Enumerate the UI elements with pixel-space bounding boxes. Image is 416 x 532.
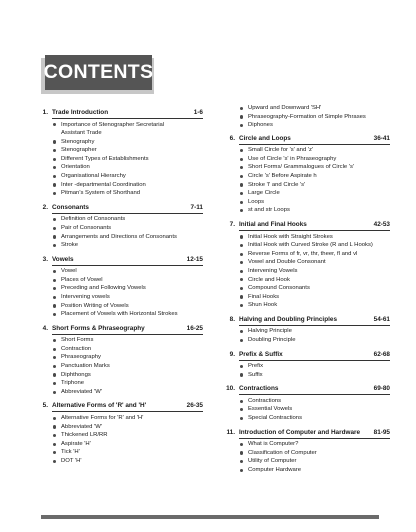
bullet-icon	[240, 400, 243, 403]
list-item	[61, 448, 203, 457]
bullet-icon	[240, 149, 243, 152]
section-page-range: 1-6	[193, 109, 203, 116]
bullet-icon	[240, 244, 243, 247]
bullet-icon	[53, 149, 56, 152]
bullet-icon	[240, 158, 243, 161]
item-label: Essential Vowels	[248, 406, 293, 413]
item-label: Thickened LR/RR	[61, 432, 108, 439]
section-page-range: 42-53	[373, 221, 390, 229]
section-title: Prefix & Suffix	[239, 350, 283, 358]
list-item	[248, 146, 390, 155]
bullet-icon	[240, 365, 243, 368]
list-item	[248, 449, 390, 458]
item-label: Diphones	[248, 122, 273, 129]
bullet-icon	[240, 124, 243, 127]
list-item	[61, 267, 203, 276]
bullet-icon	[240, 209, 243, 212]
list-item	[61, 224, 203, 233]
item-label: Loops	[248, 198, 265, 205]
item-label: Vowel	[61, 268, 77, 275]
bullet-icon	[240, 295, 243, 298]
section-title: Trade Introduction	[52, 109, 109, 116]
item-label: Halving Principle	[248, 328, 292, 335]
item-label: Places of Vowel	[61, 276, 103, 283]
bullet-icon	[53, 227, 56, 230]
bullet-icon	[240, 339, 243, 342]
bullet-icon	[53, 417, 56, 420]
list-item	[248, 233, 390, 242]
bullet-icon	[53, 235, 56, 238]
section-title: Consonants	[52, 203, 89, 211]
section-number: 7.	[229, 221, 235, 229]
list-item	[61, 388, 203, 397]
list-item	[248, 466, 390, 475]
list-item	[61, 146, 203, 155]
item-label: Panctuation Marks	[61, 363, 110, 370]
contents-section	[35, 108, 203, 198]
bullet-icon	[53, 348, 56, 351]
list-item	[248, 241, 390, 250]
list-item	[61, 155, 203, 164]
contents-section	[222, 350, 390, 380]
section-item-list	[222, 146, 390, 215]
list-item	[61, 233, 203, 242]
item-label: Compound Consonants	[248, 285, 310, 292]
list-item	[61, 431, 203, 440]
section-number: 3.	[42, 255, 48, 263]
section-rule	[239, 230, 390, 231]
section-page-range: 62-68	[373, 350, 390, 358]
list-item	[248, 113, 390, 122]
list-item	[61, 302, 203, 311]
section-rule	[239, 144, 390, 145]
bullet-icon	[53, 158, 56, 161]
section-heading	[222, 384, 390, 393]
section-heading	[35, 108, 203, 117]
section-title: Initial and Final Hooks	[239, 221, 307, 229]
bullet-icon	[240, 443, 243, 446]
item-label: Stenography	[61, 138, 95, 145]
item-label: Triphone	[61, 380, 85, 387]
bullet-icon	[53, 192, 56, 195]
section-rule	[52, 411, 203, 412]
list-item	[61, 336, 203, 345]
item-label: Intervening vowels	[61, 294, 110, 300]
list-item	[248, 336, 390, 345]
continued-item-list	[222, 104, 390, 130]
bullet-icon	[53, 304, 56, 307]
item-label: Initial Hook with Straight Strokes	[248, 233, 333, 240]
bullet-icon	[53, 279, 56, 282]
item-label: Prefix	[248, 363, 264, 370]
bullet-icon	[240, 408, 243, 411]
section-item-list	[222, 233, 390, 310]
bullet-icon	[53, 391, 56, 394]
item-label: What is Computer?	[248, 441, 299, 448]
item-label: Special Contractions	[248, 414, 303, 421]
item-label: Circle 's' Before Aspirate h	[248, 173, 317, 180]
item-label: Tick 'H'	[61, 449, 80, 456]
section-heading	[222, 315, 390, 324]
list-item	[61, 310, 203, 319]
list-item	[61, 276, 203, 285]
list-item	[61, 181, 203, 190]
item-label: DOT 'H'	[61, 457, 82, 464]
section-heading	[222, 428, 390, 437]
bullet-icon	[53, 175, 56, 178]
item-label: Intervening Vowels	[248, 267, 298, 274]
item-label: Aspirate 'H'	[61, 440, 91, 447]
item-label: Classification of Computer	[248, 449, 317, 456]
list-item	[61, 457, 203, 466]
heading-banner	[45, 55, 152, 90]
section-rule	[239, 438, 390, 439]
list-item	[61, 362, 203, 371]
item-label: Abbreviated 'W'	[61, 388, 102, 395]
list-item	[248, 414, 390, 423]
item-label: Shun Hook	[248, 302, 278, 309]
section-rule	[52, 334, 203, 335]
section-page-range: 12-15	[186, 255, 203, 263]
bullet-icon	[53, 373, 56, 376]
item-label: Computer Hardware	[248, 466, 302, 473]
section-number: 2.	[42, 203, 48, 211]
section-rule	[52, 118, 203, 119]
section-heading	[222, 350, 390, 359]
section-item-list	[222, 440, 390, 474]
bullet-icon	[240, 253, 243, 256]
contents-section	[222, 134, 390, 215]
bullet-icon	[240, 201, 243, 204]
section-item-list	[35, 414, 203, 466]
list-item	[248, 397, 390, 406]
bullet-icon	[53, 434, 56, 437]
list-item	[61, 345, 203, 354]
bullet-icon	[240, 373, 243, 376]
bullet-icon	[53, 460, 56, 463]
contents-section	[35, 203, 203, 250]
bullet-icon	[240, 278, 243, 281]
section-title: Contractions	[239, 385, 279, 393]
list-item	[61, 284, 203, 293]
list-item	[248, 189, 390, 198]
item-label: Phraseography-Formation of Simple Phrases	[248, 113, 366, 120]
bullet-icon	[240, 304, 243, 307]
section-item-list	[35, 336, 203, 396]
section-number: 8.	[229, 315, 235, 323]
section-page-range: 81-95	[373, 428, 390, 436]
bullet-icon	[53, 140, 56, 143]
list-item	[61, 172, 203, 181]
bullet-icon	[53, 339, 56, 342]
bullet-icon	[240, 460, 243, 463]
section-page-range: 7-11	[190, 203, 203, 211]
contents-left-column	[35, 108, 203, 471]
item-label: Alternative Forms for 'R' and 'H'	[61, 414, 144, 421]
item-label: Stroke	[61, 242, 79, 249]
item-label: Contraction	[61, 345, 92, 352]
item-label: Diphthongs	[61, 371, 91, 378]
item-label: Doubling Principle	[248, 336, 296, 343]
bullet-icon	[53, 365, 56, 368]
section-title: Short Forms & Phraseography	[52, 324, 145, 332]
list-item	[61, 423, 203, 432]
list-item	[248, 155, 390, 164]
bullet-icon	[240, 469, 243, 472]
bullet-icon	[53, 270, 56, 273]
section-number: 5.	[42, 402, 48, 410]
list-item	[61, 241, 203, 250]
section-item-list	[35, 121, 203, 198]
bullet-icon	[53, 425, 56, 428]
list-item	[248, 267, 390, 276]
contents-section	[222, 220, 390, 310]
list-item	[61, 215, 203, 224]
section-heading	[35, 255, 203, 264]
list-item	[248, 172, 390, 181]
bullet-icon	[53, 443, 56, 446]
section-heading	[222, 134, 390, 143]
section-heading	[35, 401, 203, 410]
list-item	[248, 121, 390, 130]
list-item	[61, 379, 203, 388]
section-rule	[239, 325, 390, 326]
section-number: 9.	[229, 350, 235, 358]
item-label: Final Hooks	[248, 293, 280, 300]
item-label: Phraseography	[61, 354, 101, 361]
bullet-icon	[53, 296, 56, 299]
item-label: Abbreviated 'W'	[61, 423, 102, 430]
item-label: Suffix	[248, 371, 263, 378]
section-rule	[52, 213, 203, 214]
section-item-list	[222, 362, 390, 379]
item-label: Stroke 'l' and Circle 's'	[248, 181, 306, 188]
list-item	[248, 457, 390, 466]
section-page-range: 16-25	[186, 324, 203, 332]
page-title: CONTENTS	[43, 61, 154, 83]
item-label: Vowel and Double Consonant	[248, 259, 326, 266]
item-label: Assistant Trade	[61, 130, 102, 137]
list-item	[61, 293, 203, 302]
section-heading	[222, 220, 390, 229]
contents-right-column	[222, 105, 390, 479]
bullet-icon	[53, 218, 56, 221]
item-label: Definition of Consonants	[61, 216, 126, 223]
list-item	[248, 206, 390, 215]
section-title: Vowels	[52, 255, 74, 263]
list-item	[61, 371, 203, 380]
section-number: 4.	[42, 324, 48, 332]
section-title: Alternative Forms of 'R' and 'H'	[52, 402, 147, 410]
section-title: Halving and Doubling Principles	[239, 315, 338, 323]
bullet-icon	[240, 235, 243, 238]
section-item-list	[35, 267, 203, 319]
item-label: Use of Circle 's' in Phraseography	[248, 155, 337, 162]
list-item	[248, 284, 390, 293]
contents-section	[222, 315, 390, 345]
list-item	[248, 258, 390, 267]
item-label: Large Circle	[248, 190, 280, 197]
item-label: Pitman's System of Shorthand	[61, 190, 141, 197]
contents-section	[222, 428, 390, 475]
bullet-icon	[53, 166, 56, 169]
item-label: Orientation	[61, 164, 90, 171]
list-item	[248, 104, 390, 113]
bullet-icon	[53, 382, 56, 385]
list-item	[61, 121, 203, 130]
list-item	[248, 405, 390, 414]
item-label: Placement of Vowels with Horizontal Strokes	[61, 311, 178, 318]
bullet-icon	[53, 451, 56, 454]
section-rule	[239, 360, 390, 361]
bullet-icon	[240, 270, 243, 273]
item-label: Position Writing of Vowels	[61, 302, 129, 309]
contents-section	[35, 401, 203, 465]
section-title: Introduction of Computer and Hardware	[239, 428, 361, 436]
item-label: Short Forms/ Grammalogues of Circle 's'	[248, 164, 355, 171]
list-item	[61, 129, 203, 138]
list-item	[248, 163, 390, 172]
list-item	[248, 371, 390, 380]
item-label: Circle and Hook	[248, 276, 290, 283]
list-item	[61, 189, 203, 198]
item-label: Initial Hook with Curved Stroke (R and L Hooks)	[248, 242, 373, 249]
list-item	[248, 301, 390, 310]
item-label: Utility of Computer	[248, 458, 297, 465]
section-page-range: 36-41	[373, 134, 390, 142]
section-page-range: 54-61	[373, 315, 390, 323]
section-page-range: 69-80	[373, 385, 390, 393]
list-item	[61, 353, 203, 362]
list-item	[248, 181, 390, 190]
contents-section	[35, 324, 203, 397]
section-item-list	[222, 327, 390, 344]
item-label: Stenographer	[61, 147, 97, 154]
list-item	[248, 440, 390, 449]
section-page-range: 26-35	[186, 402, 203, 410]
bullet-icon	[240, 175, 243, 178]
contents-section	[35, 255, 203, 319]
list-item	[248, 327, 390, 336]
section-number: 11.	[226, 428, 235, 436]
item-label: Organisational Hierarchy	[61, 173, 126, 180]
section-rule	[239, 394, 390, 395]
footer-bar	[41, 515, 379, 519]
item-label: st and str Loops	[248, 207, 290, 214]
section-number: 1.	[42, 109, 48, 116]
bullet-icon	[53, 183, 56, 186]
bullet-icon	[240, 192, 243, 195]
item-label: Pair of Consonants	[61, 224, 112, 231]
item-label: Upward and Downward 'SH'	[248, 105, 322, 111]
list-item	[61, 138, 203, 147]
section-item-list	[222, 397, 390, 423]
section-title: Circle and Loops	[239, 134, 291, 142]
item-label: Small Circle for 's' and 'z'	[248, 147, 314, 154]
section-number: 10.	[226, 385, 235, 393]
item-label: Different Types of Establishments	[61, 155, 149, 162]
bullet-icon	[240, 115, 243, 118]
bullet-icon	[240, 166, 243, 169]
item-label: Arrangements and Directions of Consonants	[61, 233, 177, 240]
contents-section	[222, 384, 390, 422]
bullet-icon	[53, 356, 56, 359]
section-item-list	[35, 215, 203, 249]
item-label: Inter -departmental Coordination	[61, 181, 146, 188]
bullet-icon	[240, 330, 243, 333]
item-label: Reverse Forms of fr, vr, thr, theer, fl and vl	[248, 250, 358, 257]
list-item	[248, 250, 390, 259]
bullet-icon	[240, 451, 243, 454]
bullet-icon	[53, 244, 56, 247]
bullet-icon	[53, 123, 56, 126]
section-number: 6.	[229, 134, 235, 142]
list-item	[248, 276, 390, 285]
bullet-icon	[53, 313, 56, 316]
bullet-icon	[240, 107, 243, 110]
bullet-icon	[240, 417, 243, 420]
bullet-icon	[240, 261, 243, 264]
section-heading	[35, 324, 203, 333]
list-item	[61, 440, 203, 449]
list-item	[248, 293, 390, 302]
list-item	[61, 414, 203, 423]
bullet-icon	[240, 183, 243, 186]
list-item	[248, 362, 390, 371]
item-label: Importance of Stenographer Secretarial	[61, 121, 165, 128]
section-heading	[35, 203, 203, 212]
bullet-icon	[53, 287, 56, 290]
item-label: Preceding and Following Vowels	[61, 285, 146, 292]
item-label: Short Forms	[61, 337, 94, 344]
bullet-icon	[240, 287, 243, 290]
list-item	[248, 198, 390, 207]
section-rule	[52, 265, 203, 266]
list-item	[61, 163, 203, 172]
item-label: Contractions	[248, 397, 282, 404]
